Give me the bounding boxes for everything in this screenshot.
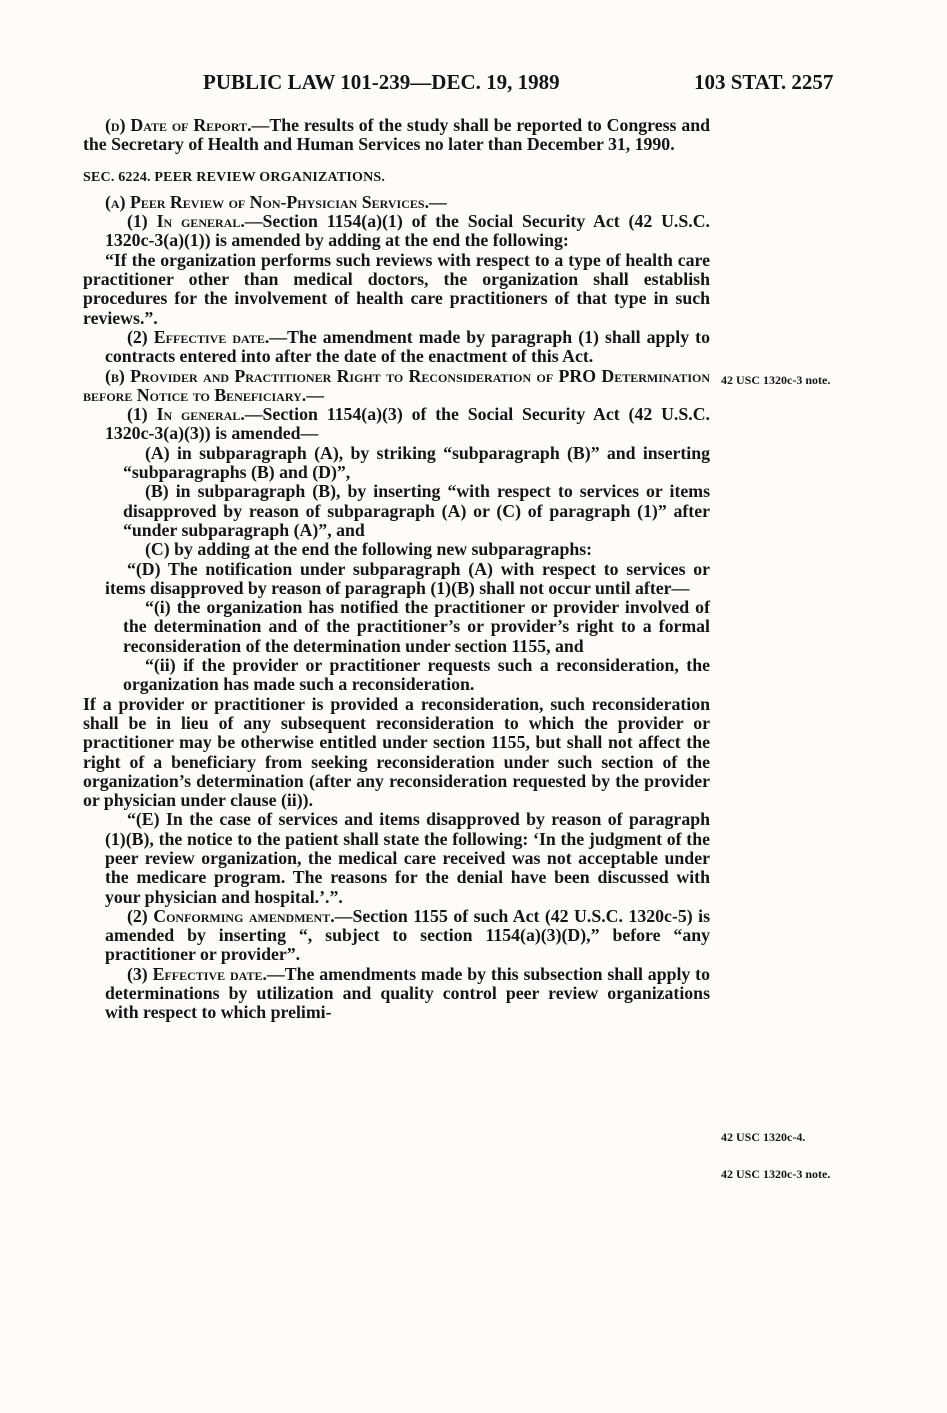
subsection-d-heading: (d) Date of Report. — [105, 115, 252, 135]
paragraph-b3 — [83, 965, 710, 1023]
subsection-d-text: —The results of the study shall be reported to Congress and the Secretary of Health and Human Services no later than December 31, 1990. — [83, 115, 710, 155]
paragraph-a1-quote: “If the organization performs such reviews with respect to a type of health care practitioner other than medical doctors, the organization shall establish procedures for the involvement of health care practitioners of that type in such reviews.”. — [83, 249, 710, 328]
paragraph-a1-heading: In general. — [156, 211, 245, 232]
new-subparagraph-D: “(D) The notification under subparagraph (A) with respect to services or items disapproved by reason of paragraph (1)(B) shall not occur until after— — [105, 558, 710, 598]
paragraph-a2 — [83, 328, 710, 367]
subparagraph-b1-C: (C) by adding at the end the following new subparagraphs: — [145, 539, 593, 560]
subsection-b-dash: — — [306, 384, 324, 405]
paragraph-b3-heading: Effective date. — [152, 963, 267, 984]
paragraph-b1-heading: In general. — [156, 404, 245, 425]
subparagraph-D-flush-text: If a provider or practitioner is provided a reconsideration, such reconsideration shall be in lieu of any subsequent reconsideration to which the provider or practitioner may be otherwise entitled under section 1155, but shall not affect the right of a beneficiary from seeking reconsideration under such section of the organization’s determination (after any reconsideration requested by the provider or physician under clause (ii)). — [83, 693, 710, 811]
clause-D-ii: “(ii) if the provider or practitioner requests such a reconsideration, the organization has made such a reconsideration. — [123, 655, 710, 695]
paragraph-b3-text: —The amendments made by this subsection shall apply to determinations by utilization and quality control peer review organizations with respect to which prelimi- — [105, 963, 710, 1023]
paragraph-a2-text: —The amendment made by paragraph (1) shall apply to contracts entered into after the date of the enactment of this Act. — [105, 326, 710, 367]
paragraph-a2-heading: Effective date. — [153, 326, 270, 347]
margin-note-usc-1320c-3-a: 42 USC 1320c-3 note. — [721, 373, 831, 387]
paragraph-b1 — [83, 405, 710, 444]
paragraph-b3-number: (3) — [127, 963, 153, 984]
margin-note-usc-1320c-4: 42 USC 1320c-4. — [721, 1130, 806, 1144]
subsection-b-heading — [83, 367, 710, 406]
paragraph-b1-text: —Section 1154(a)(3) of the Social Security Act (42 U.S.C. 1320c-3(a)(3)) is amended— — [105, 404, 710, 444]
margin-note-usc-1320c-3-b: 42 USC 1320c-3 note. — [721, 1167, 831, 1181]
paragraph-b2-text: —Section 1155 of such Act (42 U.S.C. 1320c-5) is amended by inserting “, subject to section 1154(a)(3)(D),” before “any practitioner or provider”. — [105, 905, 710, 965]
statute-body — [83, 116, 710, 1023]
subsection-a-heading — [83, 193, 710, 212]
header-page-number: 103 STAT. 2257 — [694, 70, 834, 94]
paragraph-b2-number: (2) — [127, 905, 154, 926]
subsection-d — [83, 116, 710, 155]
subsection-a-title: (a) Peer Review of Non-Physician Services. — [105, 191, 430, 212]
subparagraph-b1-B: (B) in subparagraph (B), by inserting “with respect to services or items disapproved by reason of subparagraph (A) or (C) of paragraph (1)” after “under subparagraph (A)”, and — [123, 481, 710, 540]
paragraph-a1-text: —Section 1154(a)(1) of the Social Security Act (42 U.S.C. 1320c-3(a)(1)) is amended by adding at the end the following: — [105, 211, 710, 251]
paragraph-b2-heading: Conforming amendment. — [153, 905, 335, 926]
subsection-a-dash: — — [429, 191, 447, 212]
paragraph-b1-number: (1) — [127, 404, 157, 425]
paragraph-b2 — [83, 907, 710, 965]
clause-D-i: “(i) the organization has notified the practitioner or provider involved of the determination and of the practitioner’s or provider’s right to a formal reconsideration of the determination under section 1155, and — [123, 597, 710, 656]
page-header — [0, 70, 947, 100]
paragraph-a2-number: (2) — [127, 326, 154, 347]
new-subparagraph-E: “(E) In the case of services and items disapproved by reason of paragraph (1)(B), the notice to the patient shall state the following: ‘In the judgment of the peer review organization, the medical care received was not acceptable under the medicare program. The reasons for the denial have been discussed with your physician and hospital.’.”. — [105, 809, 710, 907]
paragraph-a1 — [83, 212, 710, 251]
paragraph-a1-number: (1) — [127, 211, 157, 232]
section-heading: SEC. 6224. PEER REVIEW ORGANIZATIONS. — [83, 169, 386, 185]
header-title: PUBLIC LAW 101-239—DEC. 19, 1989 — [203, 70, 560, 94]
subsection-b-title: (b) Provider and Practitioner Right to Reconsideration of PRO Determination before Notice to Beneficiary. — [83, 365, 710, 405]
subparagraph-b1-A: (A) in subparagraph (A), by striking “subparagraph (B)” and inserting “subparagraphs (B) and (D)”, — [123, 442, 710, 483]
